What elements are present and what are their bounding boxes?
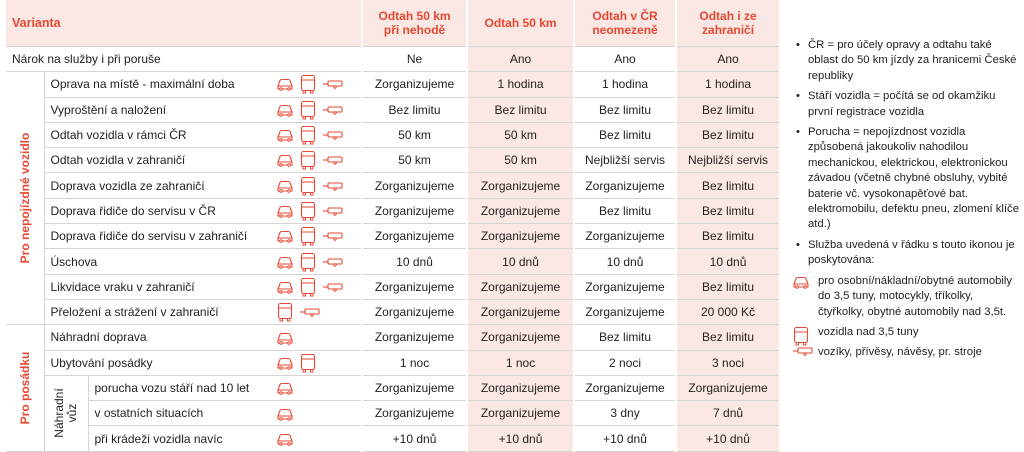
table-row [6, 72, 779, 97]
note-text: Služba uvedená v řádku s touto ikonou je poskytována: [808, 238, 1015, 267]
empty-icon-cell [276, 47, 362, 72]
value-cell: 10 dnů [676, 249, 779, 274]
truck-icon [299, 355, 322, 369]
value-cell: 3 noci [676, 350, 779, 375]
value-cell: +10 dnů [676, 426, 779, 451]
service-icons [276, 401, 362, 426]
notes-panel [790, 38, 1022, 366]
trailer-icon [322, 153, 349, 167]
car-icon [276, 254, 299, 268]
car-icon [276, 203, 299, 217]
table-row [6, 148, 779, 173]
service-icons [276, 97, 362, 122]
value-cell: Bez limitu [676, 97, 779, 122]
group-label-text: Pro nepojízdné vozidlo [17, 132, 32, 264]
note-text: Stáří vozidla = počítá se od okamžiku první registrace vozidla [808, 90, 996, 118]
truck-icon [299, 279, 322, 293]
value-cell: Zorganizujeme [467, 173, 574, 198]
value-cell: 50 km [362, 148, 467, 173]
table-row [6, 224, 779, 249]
service-icons [276, 426, 362, 451]
value-cell: Zorganizujeme [467, 198, 574, 223]
value-cell: 50 km [467, 122, 574, 147]
truck-icon [299, 228, 322, 242]
value-cell: 1 hodina [574, 72, 676, 97]
table-header-row [6, 0, 779, 47]
row-label: Náhradní doprava [44, 325, 276, 350]
table-row [6, 401, 779, 426]
service-icons [276, 325, 362, 350]
table-row [6, 299, 779, 324]
trailer-icon [322, 102, 349, 116]
car-icon [276, 102, 299, 116]
value-cell: Zorganizujeme [574, 173, 676, 198]
car-icon [276, 228, 299, 242]
claim-row [6, 47, 779, 72]
car-icon [276, 330, 299, 344]
icons-header [276, 0, 362, 47]
truck-icon [299, 127, 322, 141]
value-cell: Bez limitu [676, 274, 779, 299]
service-icons [276, 148, 362, 173]
value-cell: Bez limitu [676, 198, 779, 223]
value-cell: Bez limitu [676, 122, 779, 147]
table-row [6, 173, 779, 198]
bullet-icon: • [796, 238, 800, 251]
truck-icon [299, 77, 322, 91]
value-cell: 1 hodina [676, 72, 779, 97]
trailer-icon [322, 254, 349, 268]
note-item [790, 38, 1022, 84]
value-cell: 1 noc [467, 350, 574, 375]
value-cell: 1 hodina [467, 72, 574, 97]
substitute-car-group [44, 375, 88, 451]
car-icon [276, 279, 299, 293]
value-cell: Zorganizujeme [362, 375, 467, 400]
group-label-text: Pro posádku [17, 351, 32, 425]
table-row [6, 97, 779, 122]
legend-item [790, 274, 1022, 320]
value-cell: Zorganizujeme [362, 299, 467, 324]
legend-item [790, 325, 1022, 340]
service-icons [276, 249, 362, 274]
car-icon [276, 431, 299, 445]
value-cell: Bez limitu [574, 198, 676, 223]
table-row [6, 350, 779, 375]
service-icons [276, 198, 362, 223]
note-item [790, 89, 1022, 120]
table-row [6, 198, 779, 223]
column-header: Odtah i ze zahraničí [676, 0, 779, 47]
value-cell: 50 km [362, 122, 467, 147]
value-cell: Nejbližší servis [574, 148, 676, 173]
value-cell: Zorganizujeme [362, 325, 467, 350]
row-label: Doprava řidiče do servisu v zahraničí [44, 224, 276, 249]
note-text: Porucha = nepojízdnost vozidla způsobená jakoukoliv nahodilou mechanickou, elektrickou, elektronickou závadou (včetně chybné obsluhy, vybité baterie vč. vysokonapěťové bat. elektromobilu, defektu pneu, zlomení klíče atd.) [808, 126, 1019, 231]
value-cell: Bez limitu [362, 97, 467, 122]
legend-text: vozíky, přívěsy, návěsy, pr. stroje [818, 346, 982, 359]
value-cell: Zorganizujeme [362, 274, 467, 299]
service-icons [276, 350, 362, 375]
value-cell: Ano [574, 47, 676, 72]
substitute-car-label: Náhradní vůz [52, 388, 79, 438]
value-cell: Ne [362, 47, 467, 72]
car-icon [276, 355, 299, 369]
service-icons [276, 122, 362, 147]
value-cell: +10 dnů [467, 426, 574, 451]
car-icon [276, 381, 299, 395]
car-icon [276, 406, 299, 420]
row-label: Odtah vozidla v zahraničí [44, 148, 276, 173]
row-label: Doprava vozidla ze zahraničí [44, 173, 276, 198]
truck-icon [276, 304, 299, 318]
value-cell: 10 dnů [467, 249, 574, 274]
value-cell: +10 dnů [574, 426, 676, 451]
value-cell: Bez limitu [676, 173, 779, 198]
table-row [6, 249, 779, 274]
column-header: Odtah 50 km [467, 0, 574, 47]
legend-text: pro osobní/nákladní/obytné automobily do 3,5 tuny, motocykly, tříkolky, čtyřkolky, obytné automobily nad 3,5t. [818, 274, 1013, 318]
service-icons [276, 274, 362, 299]
value-cell: Zorganizujeme [467, 375, 574, 400]
table-row [6, 122, 779, 147]
row-label: Likvidace vraku v zahraničí [44, 274, 276, 299]
row-label: Úschova [44, 249, 276, 274]
value-cell: Zorganizujeme [467, 274, 574, 299]
service-icons [276, 224, 362, 249]
value-cell: Ano [467, 47, 574, 72]
row-label: porucha vozu stáří nad 10 let [88, 375, 276, 400]
service-icons [276, 299, 362, 324]
column-header: Odtah v ČR neomezeně [574, 0, 676, 47]
row-label: při krádeži vozidla navíc [88, 426, 276, 451]
truck-icon [299, 254, 322, 268]
value-cell: Bez limitu [467, 97, 574, 122]
trailer-icon [322, 127, 349, 141]
value-cell: Zorganizujeme [467, 299, 574, 324]
row-label: Nárok na služby i při poruše [6, 47, 276, 72]
car-icon [276, 127, 299, 141]
row-label: Oprava na místě - maximální doba [44, 72, 276, 97]
value-cell: 10 dnů [362, 249, 467, 274]
value-cell: Nejbližší servis [676, 148, 779, 173]
value-cell: Bez limitu [574, 122, 676, 147]
column-header: Odtah 50 km při nehodě [362, 0, 467, 47]
row-label: Přeložení a strážení v zahraničí [44, 299, 276, 324]
value-cell: Zorganizujeme [362, 401, 467, 426]
table-row [6, 375, 779, 400]
bullet-icon: • [796, 126, 800, 139]
note-item [790, 125, 1022, 233]
row-label: v ostatních situacích [88, 401, 276, 426]
value-cell: Bez limitu [676, 224, 779, 249]
group-label-crew [6, 325, 44, 451]
value-cell: Zorganizujeme [676, 375, 779, 400]
row-label: Vyproštění a naložení [44, 97, 276, 122]
truck-icon [299, 178, 322, 192]
assistance-table [6, 0, 779, 452]
value-cell: 50 km [467, 148, 574, 173]
table-row [6, 274, 779, 299]
row-label: Ubytování posádky [44, 350, 276, 375]
bullet-icon: • [796, 90, 800, 103]
table-row [6, 426, 779, 451]
value-cell: Zorganizujeme [574, 274, 676, 299]
trailer-icon [322, 279, 349, 293]
truck-icon [299, 102, 322, 116]
trailer-icon [322, 77, 349, 91]
row-label: Odtah vozidla v rámci ČR [44, 122, 276, 147]
car-icon [276, 153, 299, 167]
legend-text: vozidla nad 3,5 tuny [818, 325, 919, 338]
table-row [6, 325, 779, 350]
value-cell: Zorganizujeme [362, 72, 467, 97]
value-cell: Zorganizujeme [362, 173, 467, 198]
group-label-vehicle [6, 72, 44, 325]
value-cell: Zorganizujeme [574, 299, 676, 324]
trailer-icon [322, 203, 349, 217]
value-cell: Zorganizujeme [574, 375, 676, 400]
service-icons [276, 173, 362, 198]
value-cell: Bez limitu [574, 325, 676, 350]
value-cell: 2 noci [574, 350, 676, 375]
value-cell: 1 noc [362, 350, 467, 375]
value-cell: 20 000 Kč [676, 299, 779, 324]
value-cell: 3 dny [574, 401, 676, 426]
truck-icon [299, 203, 322, 217]
row-label: Doprava řidiče do servisu v ČR [44, 198, 276, 223]
value-cell: Zorganizujeme [467, 224, 574, 249]
value-cell: +10 dnů [362, 426, 467, 451]
trailer-icon [299, 304, 326, 318]
value-cell: 10 dnů [574, 249, 676, 274]
truck-icon [299, 153, 322, 167]
trailer-icon [322, 178, 349, 192]
car-icon [276, 178, 299, 192]
service-icons [276, 375, 362, 400]
value-cell: 7 dnů [676, 401, 779, 426]
value-cell: Zorganizujeme [362, 224, 467, 249]
car-icon [276, 77, 299, 91]
variant-header: Varianta [6, 0, 276, 47]
service-icons [276, 72, 362, 97]
legend-item [790, 345, 1022, 360]
note-item [790, 238, 1022, 269]
trailer-icon [322, 228, 349, 242]
value-cell: Zorganizujeme [467, 401, 574, 426]
value-cell: Zorganizujeme [574, 224, 676, 249]
value-cell: Zorganizujeme [467, 325, 574, 350]
value-cell: Bez limitu [574, 97, 676, 122]
value-cell: Zorganizujeme [362, 198, 467, 223]
value-cell: Ano [676, 47, 779, 72]
value-cell: Bez limitu [676, 325, 779, 350]
note-text: ČR = pro účely opravy a odtahu také oblast do 50 km jízdy za hranicemi České republiky [808, 39, 1017, 82]
bullet-icon: • [796, 39, 800, 51]
